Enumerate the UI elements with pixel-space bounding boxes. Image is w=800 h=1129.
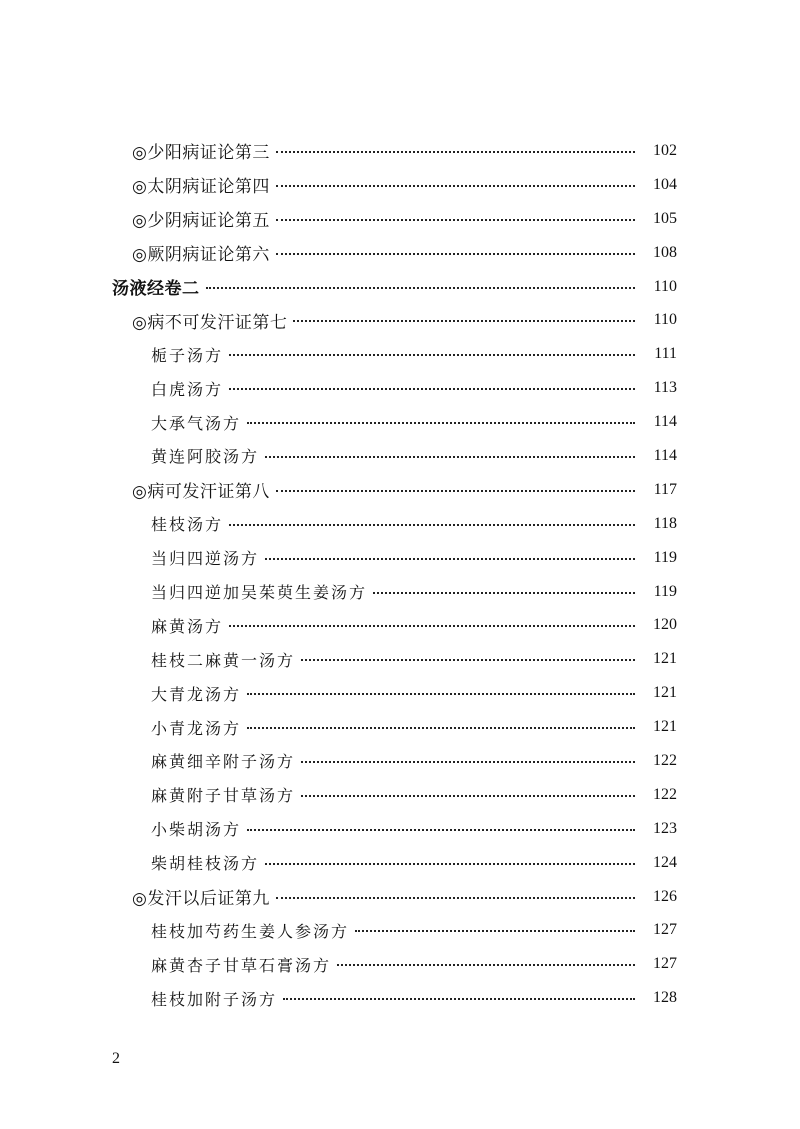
- toc-entry-page: 120: [653, 616, 677, 634]
- toc-entry-title: 桂枝加芍药生姜人参汤方: [151, 921, 350, 941]
- toc-formula-entry: [0, 507, 800, 541]
- toc-entry-title: 大承气汤方: [151, 413, 242, 433]
- toc-entry-title: ◎厥阴病证论第六: [132, 245, 270, 266]
- toc-entry-title: 桂枝二麻黄一汤方: [151, 650, 296, 670]
- toc-entry-page: 122: [653, 751, 677, 769]
- toc-entry-page: 123: [653, 819, 677, 837]
- toc-entry-page: 117: [653, 480, 677, 498]
- toc-formula-entry: [0, 778, 800, 812]
- toc-formula-entry: [0, 337, 800, 371]
- toc-entry-title: ◎少阴病证论第五: [132, 211, 270, 232]
- dot-leader: [206, 287, 636, 289]
- toc-entry-title: 大青龙汤方: [151, 684, 242, 704]
- dot-leader: [373, 592, 635, 594]
- toc-chapter-entry: [0, 303, 800, 337]
- dot-leader: [276, 253, 635, 255]
- dot-leader: [276, 219, 635, 221]
- toc-entry-page: 127: [653, 955, 677, 973]
- dot-leader: [293, 320, 635, 322]
- toc-chapter-entry: [0, 168, 800, 202]
- toc-entry-title: 栀子汤方: [151, 345, 224, 365]
- toc-entry-page: 121: [653, 650, 677, 668]
- toc-formula-entry: [0, 744, 800, 778]
- dot-leader: [247, 829, 635, 831]
- toc-entry-title: 小青龙汤方: [151, 718, 242, 738]
- toc-entry-page: 111: [654, 345, 677, 363]
- toc-formula-entry: [0, 405, 800, 439]
- toc-formula-entry: [0, 439, 800, 473]
- toc-entry-title: ◎发汗以后证第九: [132, 889, 270, 910]
- toc-entry-page: 121: [653, 684, 677, 702]
- toc-entry-title: 当归四逆汤方: [151, 549, 260, 569]
- dot-leader: [229, 625, 635, 627]
- toc-entry-title: 小柴胡汤方: [151, 820, 242, 840]
- dot-leader: [337, 964, 635, 966]
- dot-leader: [301, 761, 635, 763]
- toc-chapter-entry: [0, 202, 800, 236]
- dot-leader: [265, 558, 635, 560]
- toc-entry-title: 黄连阿胶汤方: [151, 447, 260, 467]
- toc-entry-title: 桂枝汤方: [151, 515, 224, 535]
- dot-leader: [276, 185, 635, 187]
- toc-entry-title: 麻黄细辛附子汤方: [151, 752, 296, 772]
- toc-entry-title: 桂枝加附子汤方: [151, 989, 278, 1009]
- toc-formula-entry: [0, 608, 800, 642]
- dot-leader: [301, 659, 635, 661]
- toc-entry-page: 126: [653, 887, 677, 905]
- toc-entry-page: 122: [653, 785, 677, 803]
- toc-entry-title: ◎病可发汗证第八: [132, 482, 270, 503]
- toc-formula-entry: [0, 913, 800, 947]
- toc-entry-page: 121: [653, 718, 677, 736]
- toc-entry-title: 柴胡桂枝汤方: [151, 854, 260, 874]
- dot-leader: [247, 422, 635, 424]
- dot-leader: [276, 151, 635, 153]
- toc-formula-entry: [0, 676, 800, 710]
- dot-leader: [265, 863, 635, 865]
- toc-formula-entry: [0, 846, 800, 880]
- toc-entry-page: 128: [653, 989, 677, 1007]
- toc-entry-page: 124: [653, 853, 677, 871]
- toc-formula-entry: [0, 575, 800, 609]
- table-of-contents: [0, 134, 800, 1015]
- page-number: 2: [112, 1050, 120, 1067]
- toc-entry-title: 麻黄附子甘草汤方: [151, 786, 296, 806]
- toc-entry-page: 119: [653, 582, 677, 600]
- toc-entry-title: 当归四逆加吴茱萸生姜汤方: [151, 583, 368, 603]
- toc-entry-page: 119: [653, 548, 677, 566]
- toc-formula-entry: [0, 642, 800, 676]
- toc-entry-page: 110: [653, 311, 677, 329]
- toc-entry-title: 白虎汤方: [151, 379, 224, 399]
- toc-volume-entry: [0, 270, 800, 304]
- toc-entry-title: ◎少阳病证论第三: [132, 143, 270, 164]
- toc-chapter-entry: [0, 134, 800, 168]
- toc-entry-page: 105: [653, 209, 677, 227]
- toc-chapter-entry: [0, 473, 800, 507]
- toc-formula-entry: [0, 947, 800, 981]
- toc-entry-title: 汤液经卷二: [112, 279, 200, 299]
- toc-entry-page: 108: [653, 243, 677, 261]
- dot-leader: [283, 998, 635, 1000]
- dot-leader: [355, 930, 635, 932]
- dot-leader: [247, 727, 635, 729]
- dot-leader: [229, 354, 635, 356]
- toc-entry-page: 104: [653, 175, 677, 193]
- dot-leader: [265, 456, 635, 458]
- toc-entry-page: 118: [653, 514, 677, 532]
- toc-entry-title: 麻黄汤方: [151, 616, 224, 636]
- dot-leader: [276, 897, 635, 899]
- dot-leader: [229, 524, 635, 526]
- toc-formula-entry: [0, 981, 800, 1015]
- toc-entry-page: 113: [653, 379, 677, 397]
- toc-entry-title: 麻黄杏子甘草石膏汤方: [151, 955, 332, 975]
- toc-formula-entry: [0, 371, 800, 405]
- dot-leader: [276, 490, 635, 492]
- toc-entry-page: 110: [653, 277, 677, 295]
- toc-entry-page: 114: [653, 446, 677, 464]
- toc-entry-page: 127: [653, 921, 677, 939]
- toc-formula-entry: [0, 710, 800, 744]
- toc-chapter-entry: [0, 236, 800, 270]
- toc-entry-title: ◎病不可发汗证第七: [132, 312, 288, 333]
- dot-leader: [301, 795, 635, 797]
- toc-entry-page: 114: [653, 413, 677, 431]
- toc-chapter-entry: [0, 880, 800, 914]
- dot-leader: [229, 388, 635, 390]
- toc-formula-entry: [0, 812, 800, 846]
- toc-entry-title: ◎太阴病证论第四: [132, 177, 270, 198]
- toc-entry-page: 102: [653, 141, 677, 159]
- toc-formula-entry: [0, 541, 800, 575]
- dot-leader: [247, 693, 635, 695]
